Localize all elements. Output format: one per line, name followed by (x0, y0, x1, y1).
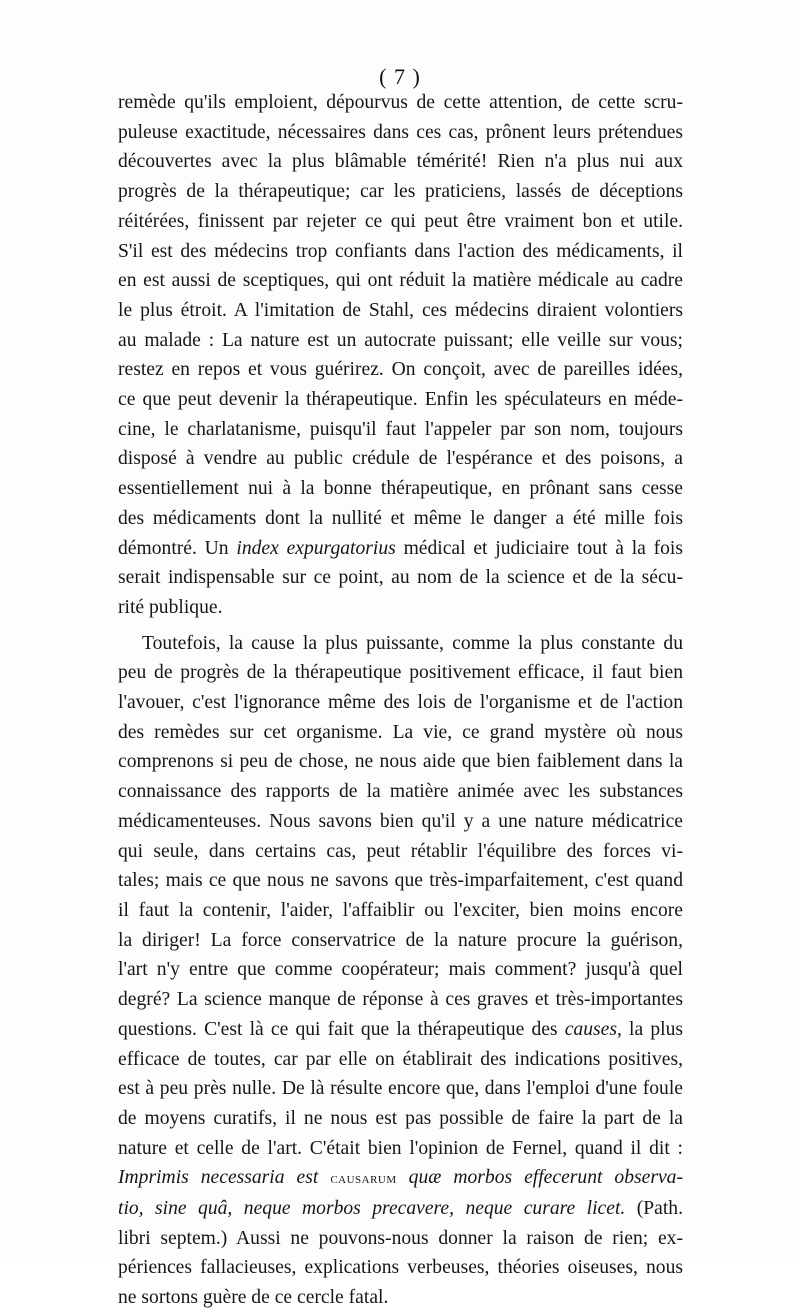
text-line: efficace de toutes, car par elle on établirait des indications positives, (118, 1048, 683, 1070)
paragraph-2 (118, 629, 683, 1313)
text-line: connaissance des rapports de la matière animée avec les substances (118, 781, 683, 803)
text-line: ce que peut devenir la thérapeutique. Enfin les spéculateurs en méde- (118, 389, 683, 411)
text-line: S'il est des médecins trop confiants dans l'action des médicaments, il (118, 240, 683, 262)
text-line: restez en repos et vous guérirez. On conçoit, avec de pareilles idées, (118, 359, 683, 381)
text-line: disposé à vendre au public crédule de l'espérance et des poisons, a (118, 448, 683, 470)
text-line: nature et celle de l'art. C'était bien l'opinion de Fernel, quand il dit : (118, 1137, 683, 1159)
latin-quotation: tio, sine quâ, neque morbos precavere, neque curare licet. (118, 1198, 626, 1220)
text-line: l'art n'y entre que comme coopérateur; mais comment? jusqu'à quel (118, 959, 683, 981)
text-line: de moyens curatifs, il ne nous est pas possible de faire la part de la (118, 1107, 683, 1129)
text-line: remède qu'ils emploient, dépourvus de cette attention, de cette scru- (118, 92, 683, 113)
text-line: découvertes avec la plus blâmable témérité! Rien n'a plus nui aux (118, 151, 683, 173)
text-run: , la plus (616, 1018, 683, 1040)
text-line: des remèdes sur cet organisme. La vie, ce grand mystère où nous (118, 721, 683, 743)
text-line: comprenons si peu de chose, ne nous aide que bien faiblement dans la (118, 751, 683, 773)
text-line: cine, le charlatanisme, puisqu'il faut l'appeler par son nom, toujours (118, 418, 683, 440)
text-line: puleuse exactitude, nécessaires dans ces cas, prônent leurs prétendues (118, 121, 683, 143)
text-line (118, 1015, 683, 1045)
text-line (118, 1163, 683, 1194)
text-run: démontré. Un (118, 537, 237, 559)
text-line (118, 534, 683, 564)
text-line: qui seule, dans certains cas, peut rétablir l'équilibre des forces vi- (118, 840, 683, 862)
text-line: l'avouer, c'est l'ignorance même des lois de l'organisme et de l'action (118, 692, 683, 714)
page-number: ( 7 ) (379, 64, 421, 89)
text-line: essentiellement nui à la bonne thérapeutique, en prônant sans cesse (118, 478, 683, 500)
text-line (118, 1194, 683, 1224)
latin-quotation: quæ morbos effecerunt observa- (396, 1167, 683, 1189)
text-line: libri septem.) Aussi ne pouvons-nous donner la raison de rien; ex- (118, 1227, 683, 1249)
text-line: tales; mais ce que nous ne savons que très-imparfaitement, c'est quand (118, 870, 683, 892)
text-line: rité publique. (118, 596, 223, 618)
text-run: questions. C'est là ce qui fait que la thérapeutique des (118, 1018, 565, 1040)
text-line: la diriger! La force conservatrice de la nature procure la guérison, (118, 929, 683, 951)
citation: (Path. (625, 1198, 683, 1220)
text-line: peu de progrès de la thérapeutique positivement efficace, il faut bien (118, 662, 683, 684)
text-line: il faut la contenir, l'aider, l'affaiblir ou l'exciter, bien moins encore (118, 899, 683, 921)
small-caps-word: causarum (330, 1170, 397, 1188)
text-run: médical et judiciaire tout à la fois (395, 537, 683, 559)
text-line: degré? La science manque de réponse à ces graves et très-importantes (118, 989, 683, 1011)
text-line: en est aussi de sceptiques, qui ont réduit la matière médicale au cadre (118, 270, 683, 292)
text-line: au malade : La nature est un autocrate puissant; elle veille sur vous; (118, 329, 683, 351)
text-line: réitérées, finissent par rejeter ce qui peut être vraiment bon et utile. (118, 210, 683, 232)
body-text (118, 88, 683, 1313)
text-line: Toutefois, la cause la plus puissante, comme la plus constante du (142, 632, 683, 654)
text-line: le plus étroit. A l'imitation de Stahl, ces médecins diraient volontiers (118, 299, 683, 321)
text-line: périences fallacieuses, explications verbeuses, théories oiseuses, nous (118, 1257, 683, 1279)
text-line: des médicaments dont la nullité et même le danger a été mille fois (118, 507, 683, 529)
italic-latin-term: index expurgatorius (236, 537, 396, 559)
latin-quotation: Imprimis necessaria est (118, 1167, 331, 1189)
italic-term: causes (564, 1018, 617, 1040)
text-line: serait indispensable sur ce point, au nom de la science et de la sécu- (118, 567, 683, 589)
paragraph-1 (118, 88, 683, 623)
text-line: médicamenteuses. Nous savons bien qu'il y a une nature médicatrice (118, 810, 683, 832)
text-line: est à peu près nulle. De là résulte encore que, dans l'emploi d'une foule (118, 1078, 683, 1100)
text-line: ne sortons guère de ce cercle fatal. (118, 1287, 389, 1309)
text-line: progrès de la thérapeutique; car les praticiens, lassés de déceptions (118, 181, 683, 203)
